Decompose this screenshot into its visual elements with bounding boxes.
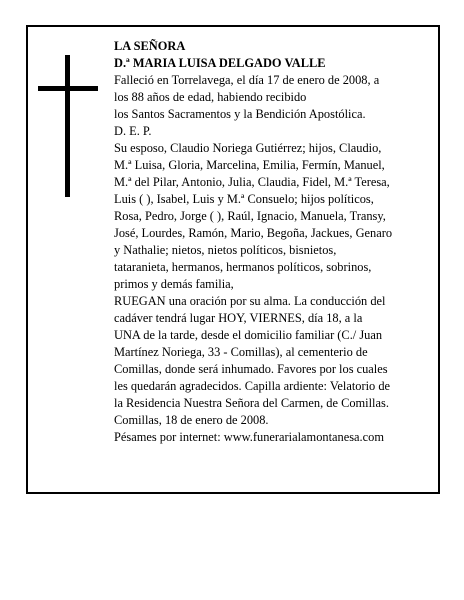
deceased-name: D.ª MARIA LUISA DELGADO VALLE [114,56,326,70]
latin-cross-icon [38,55,98,197]
notice-line: Rosa, Pedro, Jorge ( ), Raúl, Ignacio, Manuela, Transy, [114,209,386,223]
obituary-text [114,38,424,446]
notice-line: los 88 años de edad, habiendo recibido [114,90,307,104]
notice-line: Comillas, donde será inhumado. Favores por los cuales [114,362,388,376]
cross-horizontal-bar [38,86,98,91]
notice-line: Luis ( ), Isabel, Luis y M.ª Consuelo; hijos políticos, [114,192,374,206]
notice-line: José, Lourdes, Ramón, Mario, Begoña, Jackues, Genaro [114,226,393,240]
notice-line: Su esposo, Claudio Noriega Gutiérrez; hijos, Claudio, [114,141,382,155]
notice-heading: LA SEÑORA [114,39,186,53]
notice-line: los Santos Sacramentos y la Bendición Apostólica. [114,107,366,121]
notice-line: Falleció en Torrelavega, el día 17 de enero de 2008, a [114,73,380,87]
notice-line: M.ª Luisa, Gloria, Marcelina, Emilia, Fermín, Manuel, [114,158,385,172]
notice-line: y Nathalie; nietos, nietos políticos, bisnietos, [114,243,337,257]
cross-vertical-bar [65,55,70,197]
notice-line: Comillas, 18 de enero de 2008. [114,413,269,427]
notice-line: cadáver tendrá lugar HOY, VIERNES, día 18, a la [114,311,363,325]
notice-line: RUEGAN una oración por su alma. La conducción del [114,294,386,308]
notice-line: la Residencia Nuestra Señora del Carmen, de Comillas. [114,396,389,410]
notice-line: UNA de la tarde, desde el domicilio familiar (C./ Juan [114,328,383,342]
notice-line: D. E. P. [114,124,152,138]
notice-line: Martínez Noriega, 33 - Comillas), al cementerio de [114,345,368,359]
notice-line: les quedarán agradecidos. Capilla ardiente: Velatorio de [114,379,391,393]
notice-line: Pésames por internet: www.funerarialamontanesa.com [114,430,384,444]
notice-line: primos y demás familia, [114,277,234,291]
notice-line: tataranieta, hermanos, hermanos políticos, sobrinos, [114,260,372,274]
notice-line: M.ª del Pilar, Antonio, Julia, Claudia, Fidel, M.ª Teresa, [114,175,390,189]
